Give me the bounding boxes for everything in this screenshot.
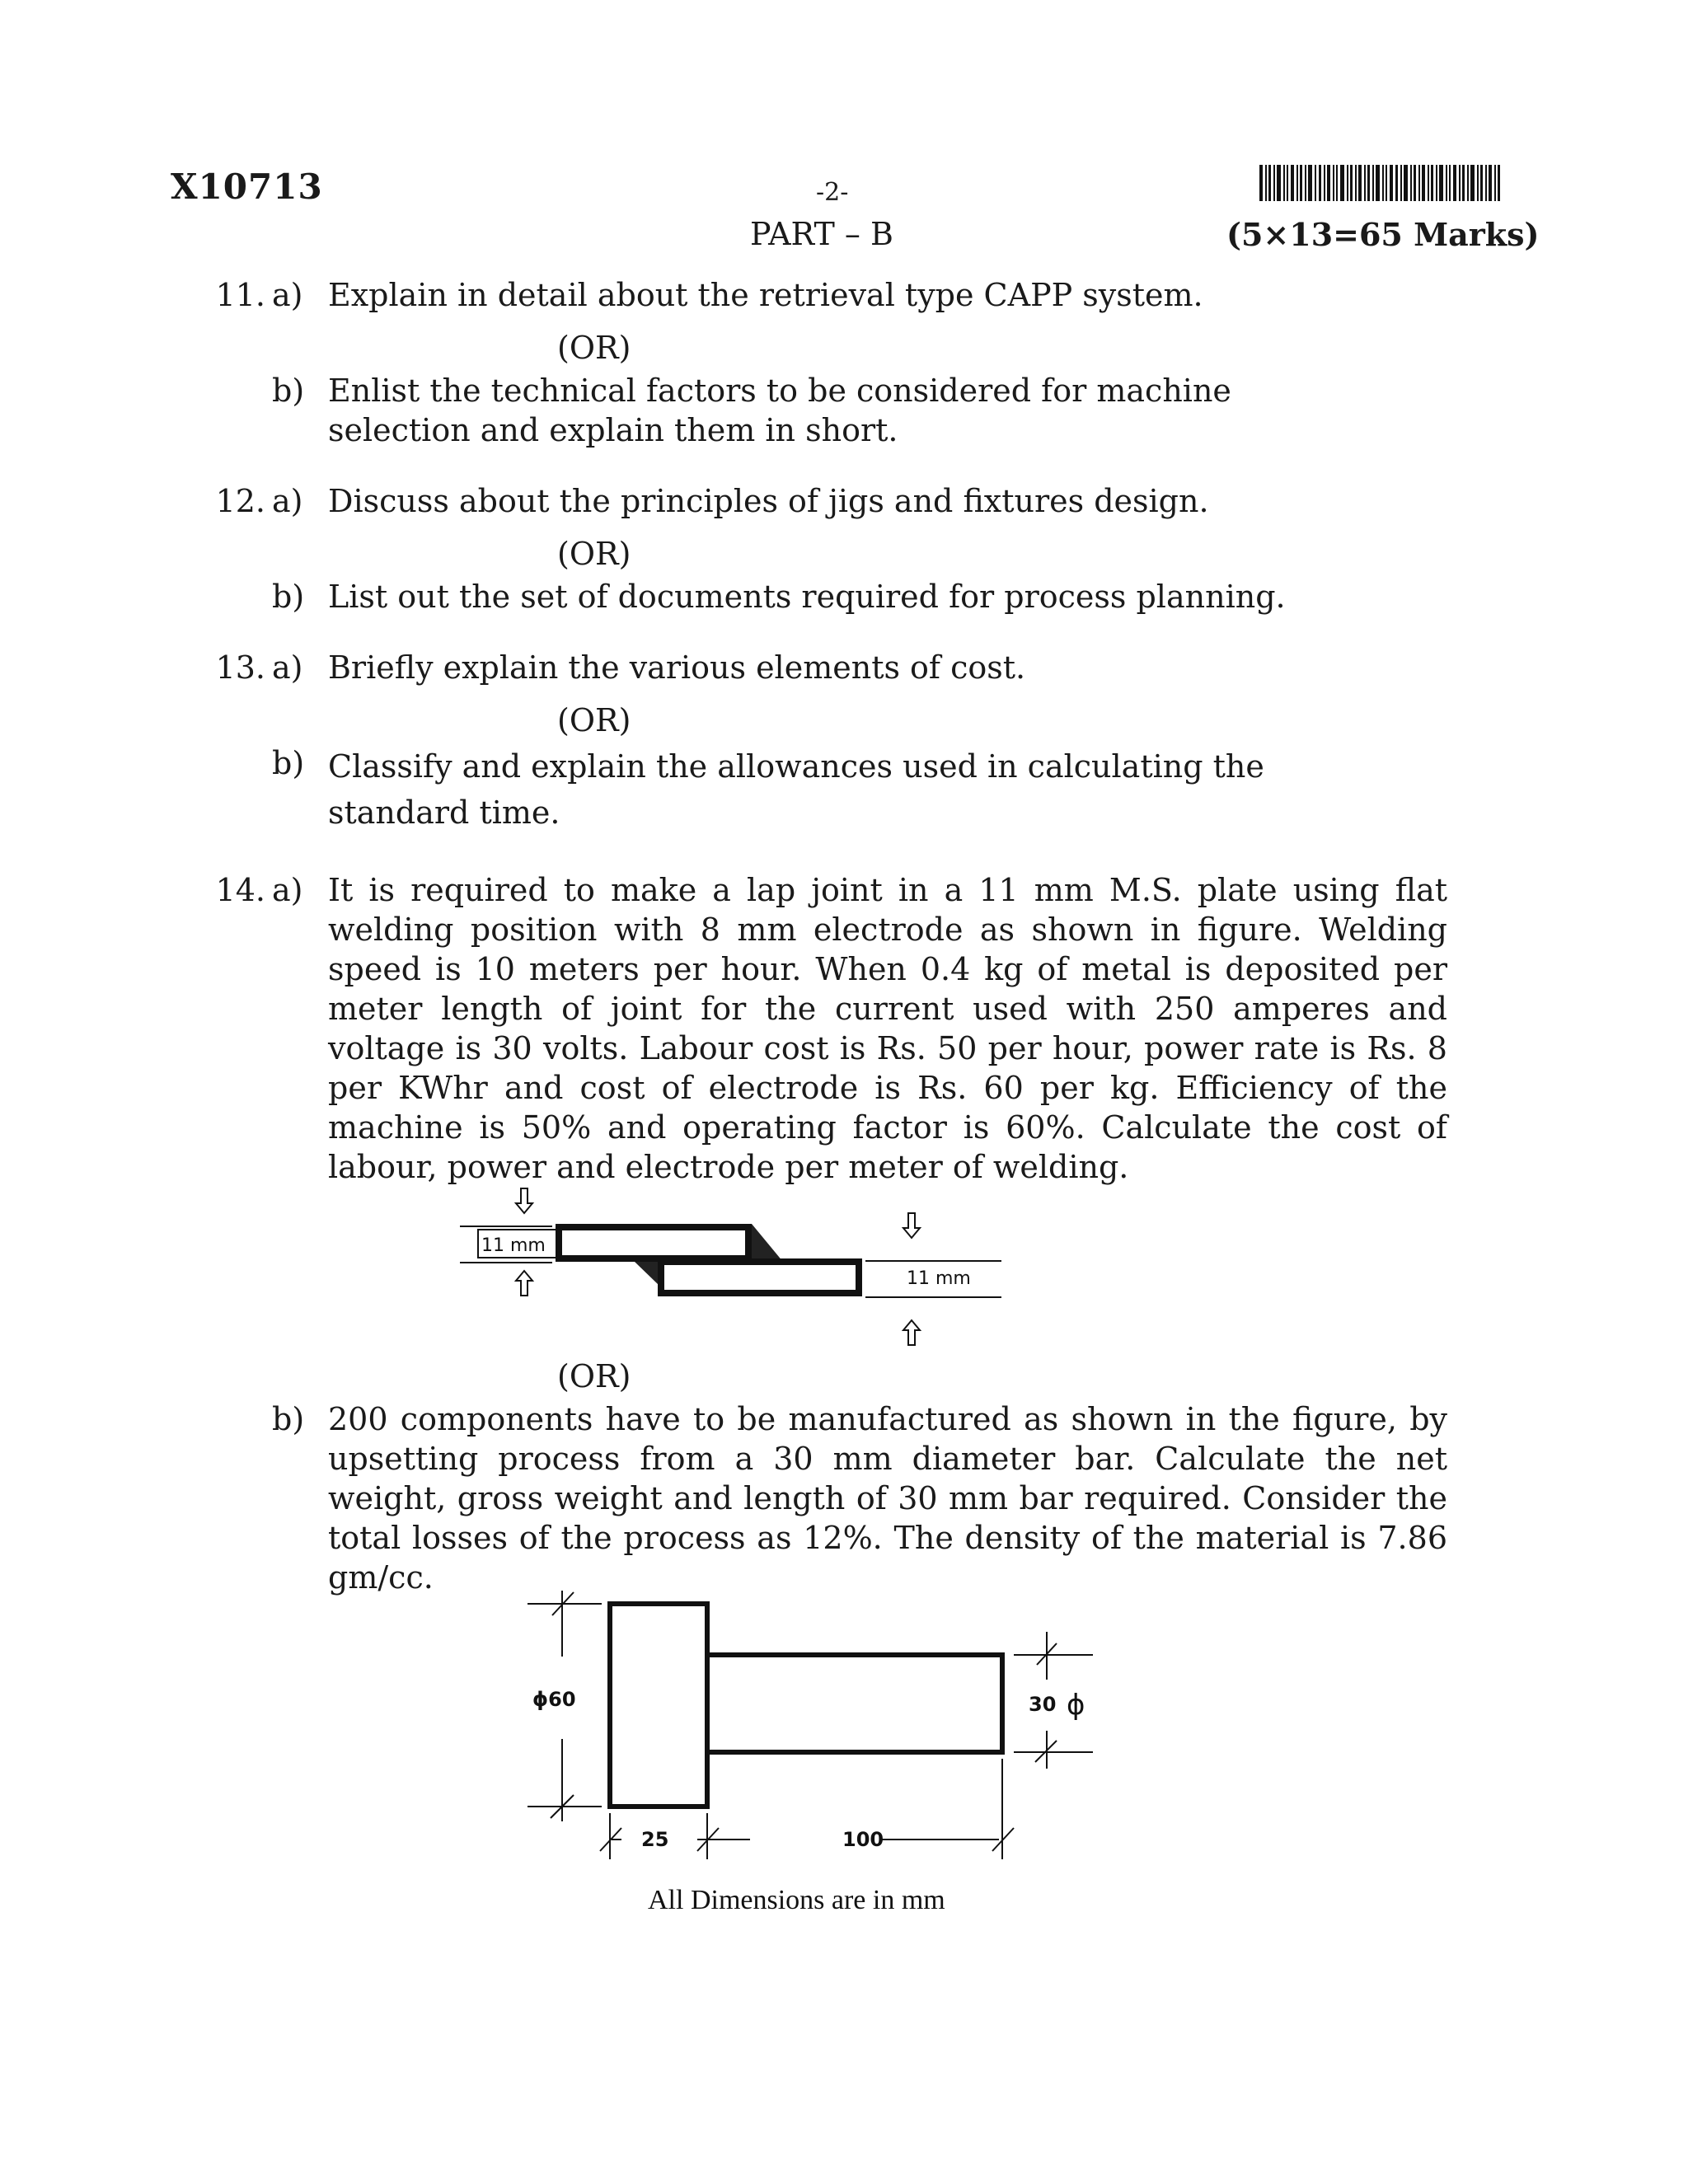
dimension-label: 100 xyxy=(842,1828,884,1851)
lap-joint-figure xyxy=(445,1180,1022,1353)
dimension-label: 11 mm xyxy=(481,1235,546,1256)
dimension-label: 25 xyxy=(641,1828,669,1851)
question-text: Discuss about the principles of jigs and fixtures design. xyxy=(328,483,1209,519)
arrow-down-icon xyxy=(903,1213,920,1238)
barcode xyxy=(1259,165,1500,201)
question-number: 12. xyxy=(215,483,265,519)
option-label: b) xyxy=(272,373,305,409)
component-shank xyxy=(707,1655,1002,1752)
question-text: Explain in detail about the retrieval type CAPP system. xyxy=(328,277,1203,313)
option-label: a) xyxy=(272,872,303,908)
dimension-label: ϕ60 xyxy=(532,1688,576,1711)
question-text: List out the set of documents required for process planning. xyxy=(328,579,1286,615)
dimension-label: 11 mm xyxy=(907,1268,971,1289)
fillet-weld xyxy=(752,1224,783,1262)
question-text: Enlist the technical factors to be considered for machine selection and explain them in short. xyxy=(328,373,1231,448)
arrow-down-icon xyxy=(516,1188,532,1213)
diameter-symbol: ϕ xyxy=(1067,1689,1085,1722)
figure-caption: All Dimensions are in mm xyxy=(648,1885,945,1915)
option-label: b) xyxy=(272,745,305,781)
or-separator: (OR) xyxy=(557,536,631,572)
page-number: -2- xyxy=(816,178,849,207)
bottom-plate xyxy=(661,1262,859,1293)
option-label: b) xyxy=(272,579,305,615)
arrow-up-icon xyxy=(516,1271,532,1296)
option-label: a) xyxy=(272,483,303,519)
part-title: PART – B xyxy=(750,216,893,252)
or-separator: (OR) xyxy=(557,702,631,738)
question-number: 11. xyxy=(215,277,265,313)
component-figure xyxy=(511,1582,1104,1929)
arrow-up-icon xyxy=(903,1320,920,1345)
top-plate xyxy=(559,1227,748,1258)
option-label: a) xyxy=(272,649,303,686)
or-separator: (OR) xyxy=(557,330,631,366)
marks-summary: (5×13=65 Marks) xyxy=(1226,216,1540,253)
question-text: 200 components have to be manufactured as shown in the figure, by upsetting process from a 30 mm diameter bar. Calculate the net weight, gross weight and length of 30 mm bar required. Consider the total losses of the process as 12%. The density of the material is 7.86 gm/cc. xyxy=(328,1401,1447,1596)
question-number: 13. xyxy=(215,649,265,686)
question-text: Classify and explain the allowances used in calculating the standard time. xyxy=(328,748,1264,831)
component-head xyxy=(610,1604,707,1807)
question-text: It is required to make a lap joint in a 11 mm M.S. plate using flat welding position with 8 mm electrode as shown in figure. Welding speed is 10 meters per hour. When 0.4 kg of metal is deposited per meter length of joint for the current used with 250 amperes and voltage is 30 volts. Labour cost is Rs. 50 per hour, power rate is Rs. 8 per KWhr and cost of electrode is Rs. 60 per kg. Efficiency of the machine is 50% and operating factor is 60%. Calculate the cost of labour, power and electrode per meter of welding. xyxy=(328,872,1447,1185)
exam-code: X10713 xyxy=(171,166,323,207)
option-label: a) xyxy=(272,277,303,313)
question-number: 14. xyxy=(215,872,265,908)
option-label: b) xyxy=(272,1401,305,1437)
dimension-label: 30 xyxy=(1029,1693,1057,1716)
question-text: Briefly explain the various elements of cost. xyxy=(328,649,1026,686)
fillet-weld xyxy=(635,1262,659,1286)
or-separator: (OR) xyxy=(557,1358,631,1394)
